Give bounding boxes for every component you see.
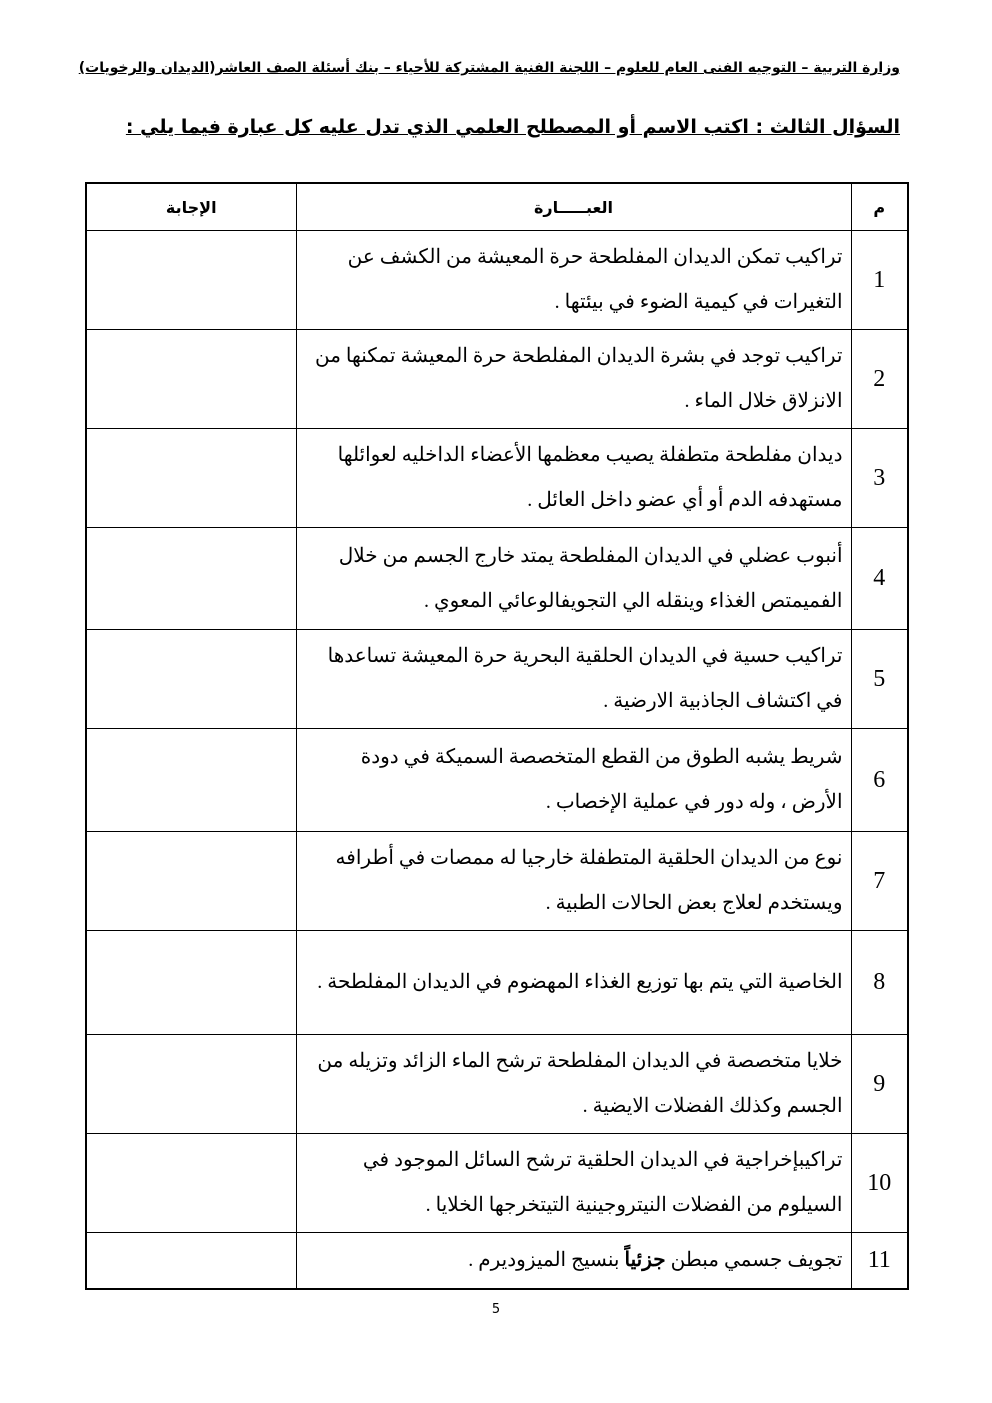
answer-cell[interactable] [86, 429, 296, 528]
statement-text-after: بنسيج الميزوديرم . [468, 1248, 620, 1271]
row-statement: خلايا متخصصة في الديدان المفلطحة ترشح الماء الزائد وتزيله من الجسم وكذلك الفضلات الايضية . [296, 1035, 851, 1134]
table-row [86, 729, 908, 832]
column-header-number: م [851, 183, 908, 231]
table-row [86, 231, 908, 330]
page-header: وزارة التربية – التوجيه الفنى العام للعلوم – اللجنة الفنية المشتركة للأحياء – بنك أسئلة الصف العاشر(الديدان والرخويات) [78, 60, 900, 76]
row-statement: ديدان مفلطحة متطفلة يصيب معظمها الأعضاء الداخليه لعوائلها مستهدفه الدم أو أي عضو داخل العائل . [296, 429, 851, 528]
table-row [86, 931, 908, 1035]
column-header-answer: الإجابة [86, 183, 296, 231]
table-row [86, 630, 908, 729]
table-row [86, 528, 908, 630]
row-number: 4 [851, 528, 908, 630]
row-number: 8 [851, 931, 908, 1035]
answer-cell[interactable] [86, 528, 296, 630]
row-statement: تراكيب توجد في بشرة الديدان المفلطحة حرة المعيشة تمكنها من الانزلاق خلال الماء . [296, 330, 851, 429]
column-header-statement: العبـــــارة [296, 183, 851, 231]
table-row [86, 832, 908, 931]
answer-cell[interactable] [86, 729, 296, 832]
row-statement: نوع من الديدان الحلقية المتطفلة خارجيا له ممصات في أطرافه ويستخدم لعلاج بعض الحالات الطبية . [296, 832, 851, 931]
answer-cell[interactable] [86, 630, 296, 729]
row-number: 2 [851, 330, 908, 429]
row-statement: تراكيب تمكن الديدان المفلطحة حرة المعيشة من الكشف عن التغيرات في كيمية الضوء في بيئتها . [296, 231, 851, 330]
answer-cell[interactable] [86, 1233, 296, 1289]
answer-cell[interactable] [86, 1035, 296, 1134]
row-number: 9 [851, 1035, 908, 1134]
row-number: 6 [851, 729, 908, 832]
table-row [86, 1035, 908, 1134]
row-statement: الخاصية التي يتم بها توزيع الغذاء المهضوم في الديدان المفلطحة . [296, 931, 851, 1035]
row-number: 5 [851, 630, 908, 729]
table-row [86, 1233, 908, 1289]
page-number: 5 [491, 1302, 501, 1317]
row-statement [296, 1233, 851, 1289]
statement-text-before: تجويف جسمي مبطن [670, 1248, 843, 1271]
table-header-row [86, 183, 908, 231]
row-statement: أنبوب عضلي في الديدان المفلطحة يمتد خارج الجسم من خلال الفميمتص الغذاء وينقله الي التجويفالوعائي المعوي . [296, 528, 851, 630]
row-statement: شريط يشبه الطوق من القطع المتخصصة السميكة في دودة الأرض ، وله دور في عملية الإخصاب . [296, 729, 851, 832]
answer-cell[interactable] [86, 330, 296, 429]
row-number: 3 [851, 429, 908, 528]
table-row [86, 429, 908, 528]
table-row [86, 1134, 908, 1233]
questions-table [85, 182, 909, 1290]
row-statement: تراكيب حسية في الديدان الحلقية البحرية حرة المعيشة تساعدها في اكتشاف الجاذبية الارضية . [296, 630, 851, 729]
answer-cell[interactable] [86, 231, 296, 330]
row-number: 10 [851, 1134, 908, 1233]
row-number: 11 [851, 1233, 908, 1289]
row-number: 1 [851, 231, 908, 330]
answer-cell[interactable] [86, 832, 296, 931]
row-number: 7 [851, 832, 908, 931]
answer-cell[interactable] [86, 1134, 296, 1233]
question-title: السؤال الثالث : اكتب الاسم أو المصطلح العلمي الذي تدل عليه كل عبارة فيما يلي : [125, 116, 900, 138]
table-row [86, 330, 908, 429]
answer-cell[interactable] [86, 931, 296, 1035]
statement-text-bold: جزئياً [624, 1248, 666, 1271]
row-statement: تراكيبإخراجية في الديدان الحلقية ترشح السائل الموجود في السيلوم من الفضلات النيتروجينية التيتخرجها الخلايا . [296, 1134, 851, 1233]
